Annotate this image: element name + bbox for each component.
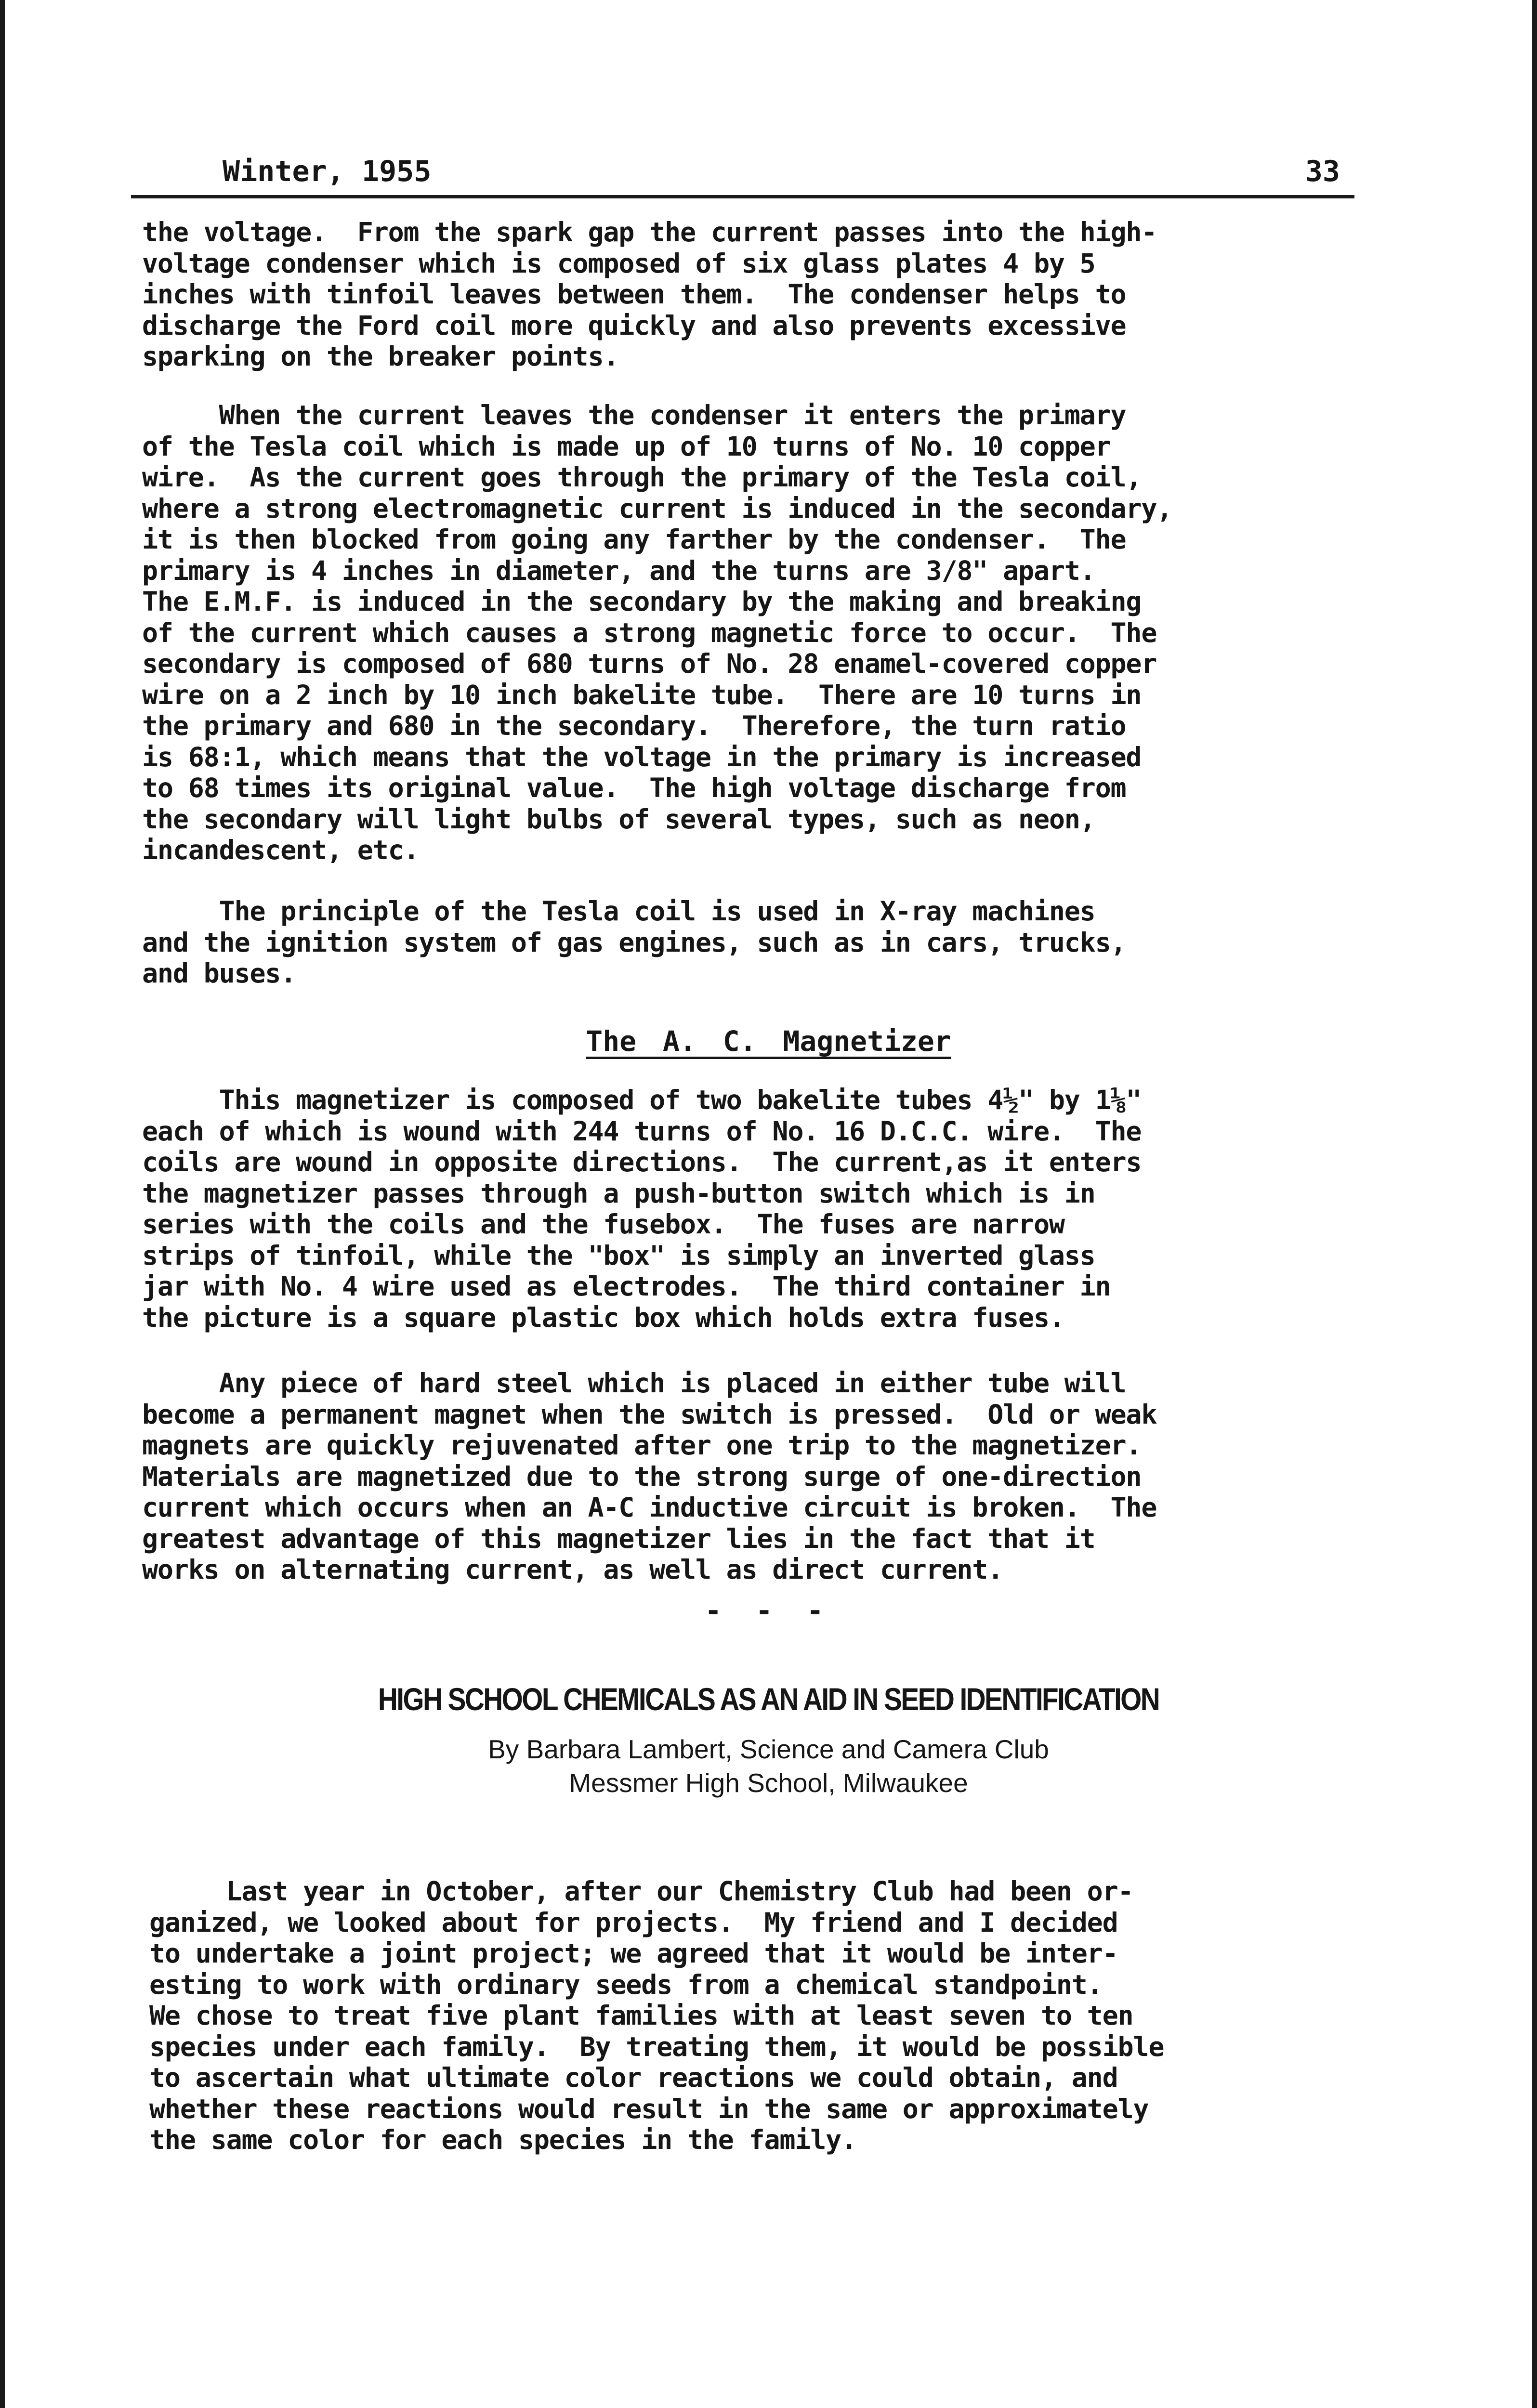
document-page	[5, 0, 1532, 2408]
issue-date: Winter, 1955	[223, 155, 432, 188]
paragraph-tesla-uses: The principle of the Tesla coil is used in X-ray machines and the ignition system of gas engines, such as in cars, trucks, and buses.	[142, 896, 1126, 989]
paragraph-tesla-primary: When the current leaves the condenser it enters the primary of the Tesla coil which is made up of 10 turns of No. 10 copper wire. As the current goes through the primary of the Tesla coil, where a strong electromagnetic current is induced in the secondary, it is then blocked from going any farther by the condenser. The primary is 4 inches in diameter, and the turns are 3/8" apart. The E.M.F. is induced in the secondary by the making and breaking of the current which causes a strong magnetic force to occur. The secondary is composed of 680 turns of No. 28 enamel-covered copper wire on a 2 inch by 10 inch bakelite tube. There are 10 turns in the primary and 680 in the secondary. Therefore, the turn ratio is 68:1, which means that the voltage in the primary is increased to 68 times its original value. The high voltage discharge from the secondary will light bulbs of several types, such as neon, incandescent, etc.	[142, 400, 1172, 865]
paragraph-spark-gap: the voltage. From the spark gap the current passes into the high- voltage condenser which is composed of six glass plates 4 by 5 inches with tinfoil leaves between them. The condenser helps to discharge the Ford coil more quickly and also prevents excessive sparking on the breaker points.	[142, 217, 1157, 372]
byline-school: Messmer High School, Milwaukee	[569, 1768, 968, 1798]
section-separator: - - -	[705, 1594, 832, 1627]
section-title-magnetizer: The A. C. Magnetizer	[586, 1025, 951, 1058]
page-number: 33	[1305, 155, 1340, 188]
paragraph-seed-project: Last year in October, after our Chemistry Club had been or- ganized, we looked about for projects. My friend and I decided to undertake a joint project; we agreed that it would be inter- esting to work with ordinary seeds from a chemical standpoint. We chose to treat five plant families with at least seven to ten species under each family. By treating them, it would be possible to ascertain what ultimate color reactions we could obtain, and whether these reactions would result in the same or approximately the same color for each species in the family.	[149, 1876, 1164, 2155]
running-header	[131, 142, 1354, 198]
byline-author: By Barbara Lambert, Science and Camera Club	[488, 1734, 1049, 1764]
paragraph-magnetizer-use: Any piece of hard steel which is placed in either tube will become a permanent magnet when the switch is pressed. Old or weak magnets are quickly rejuvenated after one trip to the magnetizer. Materials are magnetized due to the strong surge of one-direction current which occurs when an A-C inductive circuit is broken. The greatest advantage of this magnetizer lies in the fact that it works on alternating current, as well as direct current.	[142, 1368, 1157, 1585]
article-title: HIGH SCHOOL CHEMICALS AS AN AID IN SEED IDENTIFICATION	[378, 1681, 1159, 1717]
paragraph-magnetizer-construction: This magnetizer is composed of two bakelite tubes 4½" by 1⅛" each of which is wound with 244 turns of No. 16 D.C.C. wire. The coils are wound in opposite directions. The current,as it enters the magnetizer passes through a push-button switch which is in series with the coils and the fusebox. The fuses are narrow strips of tinfoil, while the "box" is simply an inverted glass jar with No. 4 wire used as electrodes. The third container in the picture is a square plastic box which holds extra fuses.	[142, 1085, 1142, 1333]
